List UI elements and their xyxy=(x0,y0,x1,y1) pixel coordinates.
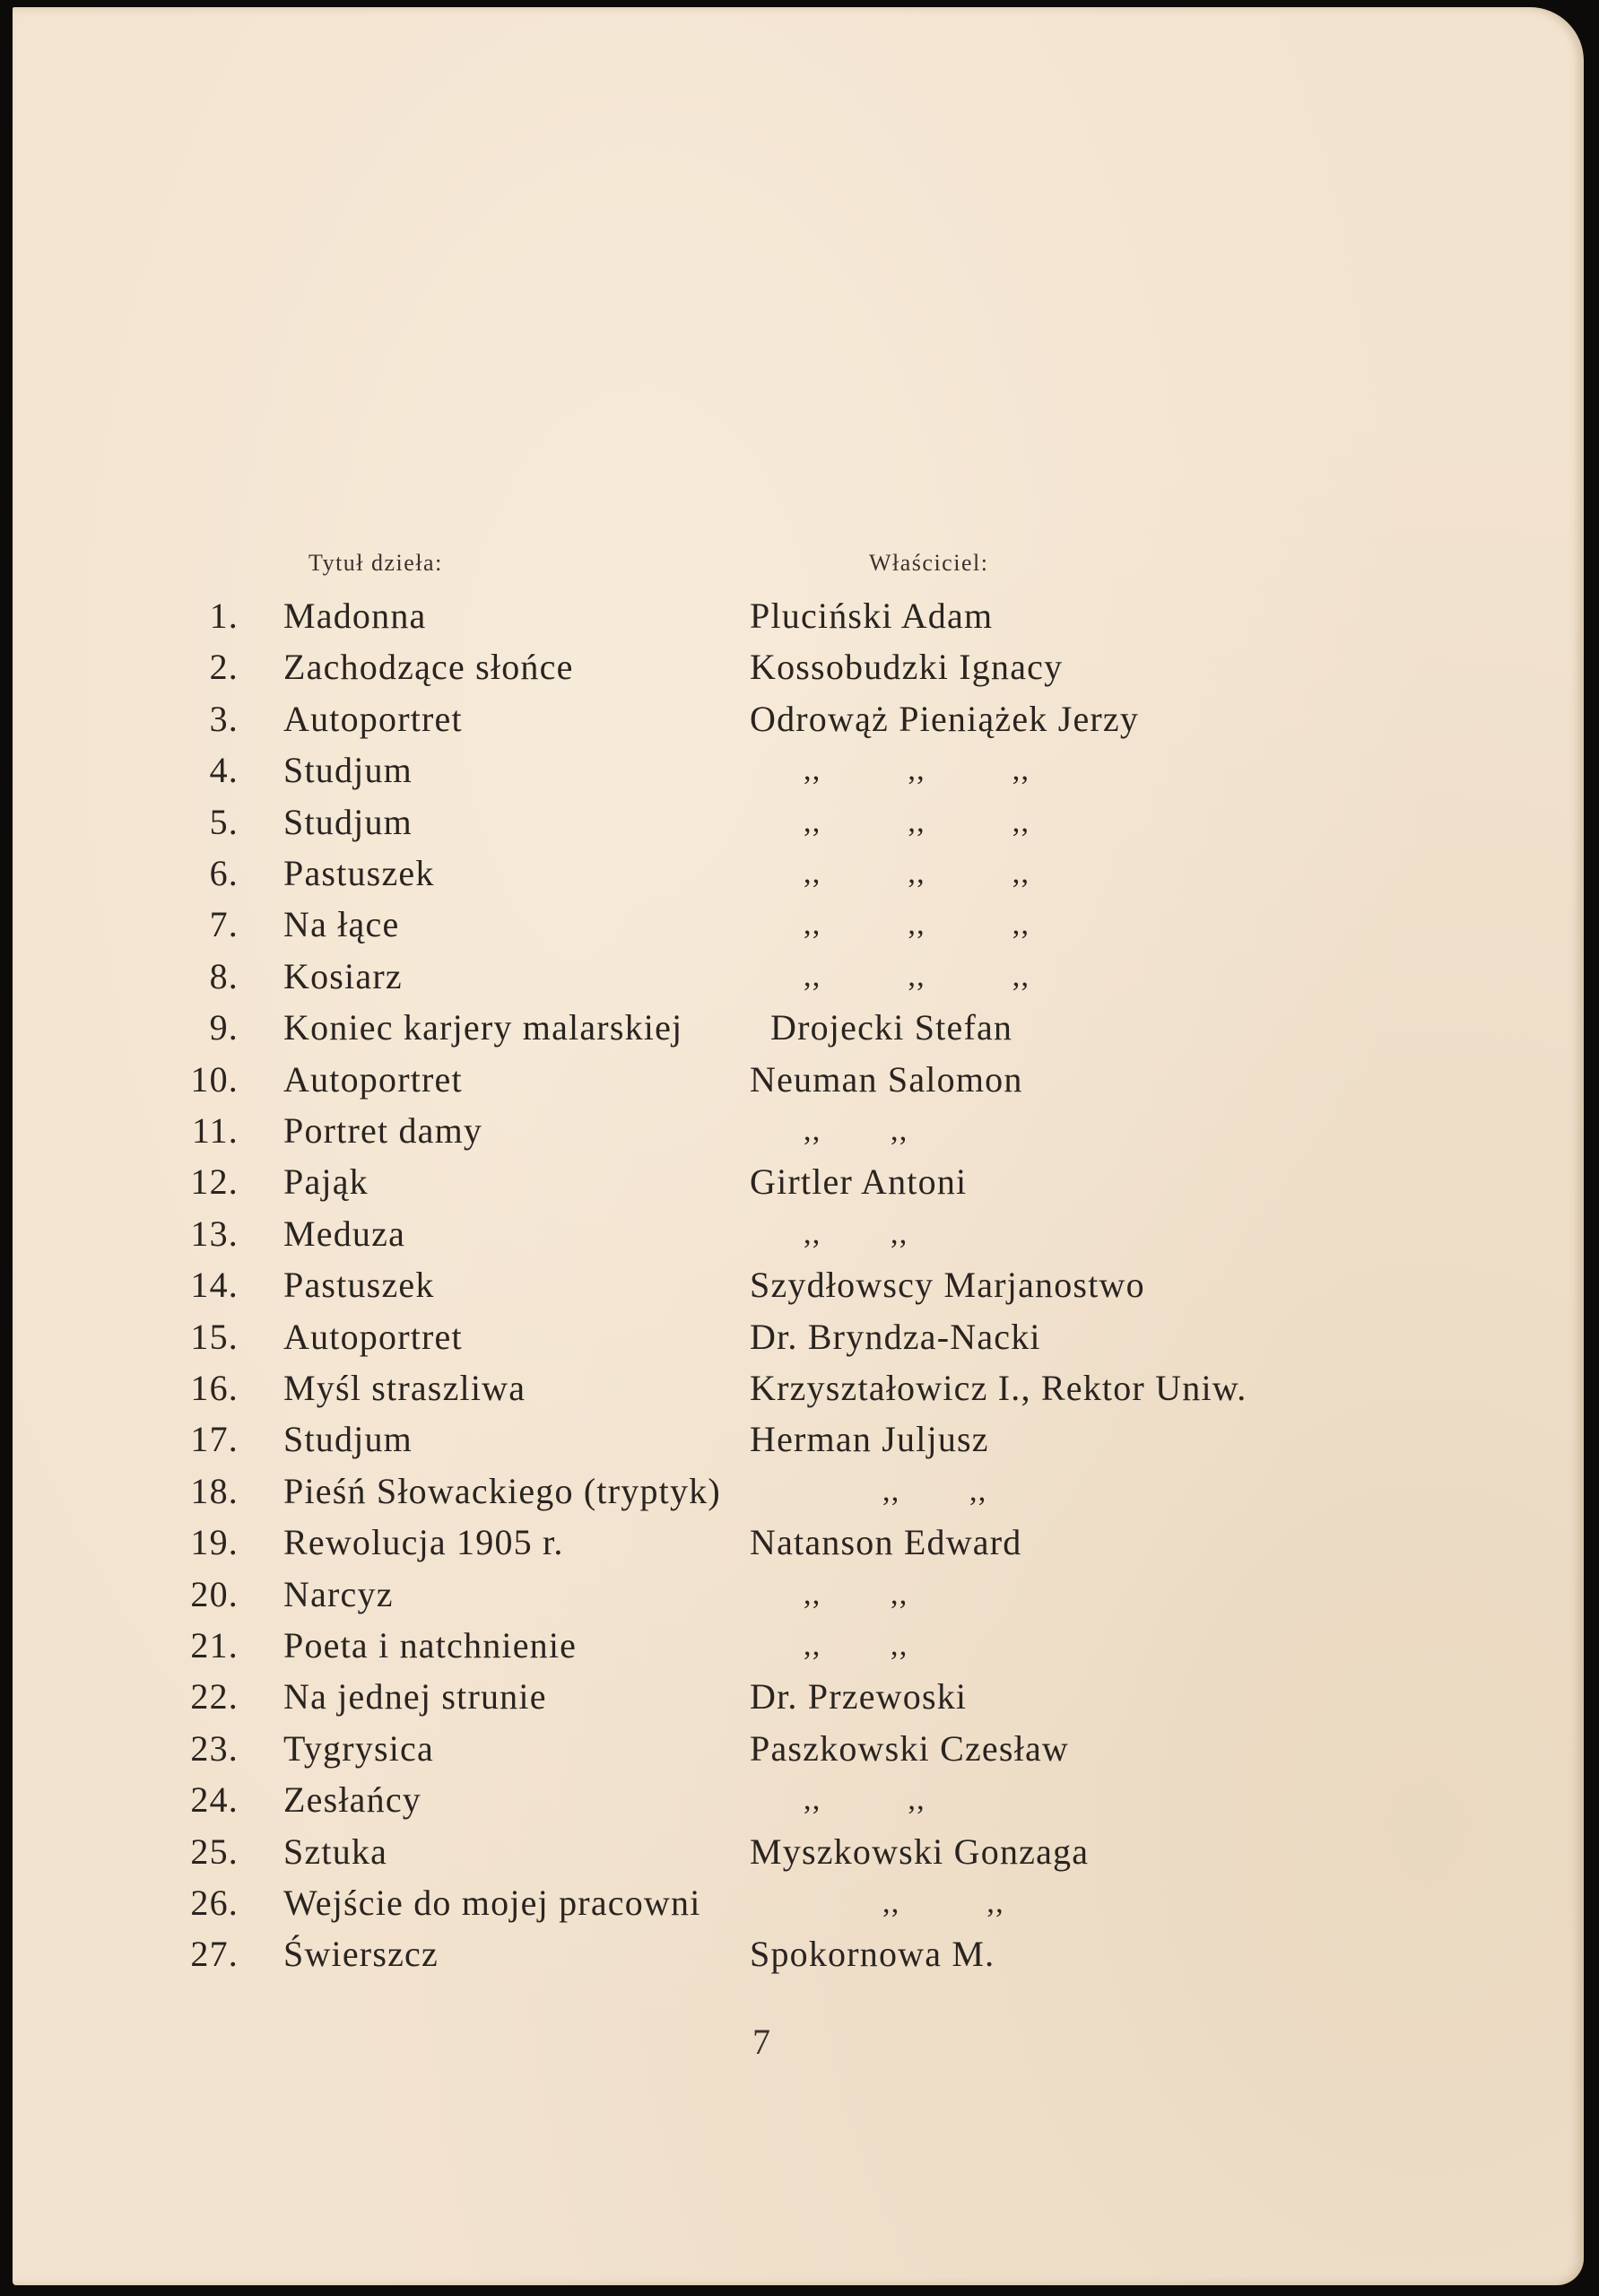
row-number: 12. xyxy=(190,1161,239,1203)
artwork-title: Meduza xyxy=(283,1213,406,1254)
artwork-owner: ,, ,, ,, xyxy=(804,753,1030,787)
row-number: 5. xyxy=(209,801,239,842)
catalog-row xyxy=(13,1671,1584,1722)
artwork-title: Pastuszek xyxy=(283,1265,435,1306)
artwork-title: Pająk xyxy=(283,1161,369,1203)
artwork-title: Myśl straszliwa xyxy=(283,1368,526,1408)
catalog-row xyxy=(13,1105,1584,1156)
artwork-owner: Spokornowa M. xyxy=(750,1934,995,1975)
catalog-row xyxy=(13,1877,1584,1928)
artwork-owner: ,, ,, xyxy=(804,1783,926,1817)
artwork-owner: Dr. Przewoski xyxy=(750,1676,968,1718)
catalog-row xyxy=(13,1517,1584,1568)
catalog-row xyxy=(13,1311,1584,1362)
artwork-owner: Paszkowski Czesław xyxy=(750,1727,1069,1769)
artwork-title: Rewolucja 1905 r. xyxy=(283,1522,564,1563)
row-number: 2. xyxy=(209,647,239,688)
row-number: 6. xyxy=(209,853,239,893)
column-header-owner: Właściciel: xyxy=(869,550,989,576)
artwork-owner: Herman Juljusz xyxy=(750,1419,989,1460)
catalog-row xyxy=(13,951,1584,1002)
artwork-owner: Odrowąż Pieniążek Jerzy xyxy=(750,698,1140,739)
artwork-title: Autoportret xyxy=(283,1058,463,1100)
row-number: 14. xyxy=(190,1265,239,1306)
catalog-row xyxy=(13,1002,1584,1053)
catalog-row xyxy=(13,899,1584,950)
artwork-title: Świerszcz xyxy=(283,1934,439,1975)
row-number: 19. xyxy=(190,1522,239,1563)
artwork-title: Wejście do mojej pracowni xyxy=(283,1883,701,1923)
artwork-title: Koniec karjery malarskiej xyxy=(283,1007,683,1048)
artwork-owner: Neuman Salomon xyxy=(750,1058,1023,1100)
row-number: 20. xyxy=(190,1573,239,1614)
artwork-owner: ,, ,, xyxy=(804,1114,908,1147)
artwork-title: Poeta i natchnienie xyxy=(283,1625,578,1665)
row-number: 8. xyxy=(209,955,239,996)
artwork-owner: ,, ,, xyxy=(804,1629,908,1662)
artwork-owner: Kossobudzki Ignacy xyxy=(750,647,1064,688)
catalog-row xyxy=(13,796,1584,848)
row-number: 3. xyxy=(209,698,239,739)
catalog-row xyxy=(13,1826,1584,1877)
artwork-owner: Szydłowscy Marjanostwo xyxy=(750,1265,1145,1306)
artwork-owner: Natanson Edward xyxy=(750,1522,1022,1563)
artwork-owner: ,, ,, ,, xyxy=(804,959,1030,993)
artwork-title: Pastuszek xyxy=(283,853,435,893)
artwork-title: Zachodzące słońce xyxy=(283,647,574,688)
artwork-owner: Girtler Antoni xyxy=(750,1161,968,1203)
catalog-row xyxy=(13,1208,1584,1259)
artwork-owner: ,, ,, ,, xyxy=(804,804,1030,839)
catalog-row xyxy=(13,1156,1584,1207)
artwork-title: Zesłańcy xyxy=(283,1779,421,1821)
artwork-owner: ,, ,, xyxy=(882,1886,1004,1919)
artwork-owner: Drojecki Stefan xyxy=(770,1007,1013,1048)
row-number: 17. xyxy=(190,1419,239,1460)
artwork-title: Autoportret xyxy=(283,698,463,739)
catalog-row xyxy=(13,590,1584,641)
row-number: 7. xyxy=(209,904,239,945)
row-number: 11. xyxy=(191,1110,239,1151)
artwork-owner: Myszkowski Gonzaga xyxy=(750,1831,1090,1872)
column-header-title: Tytuł dzieła: xyxy=(309,550,443,576)
catalog-row xyxy=(13,848,1584,899)
row-number: 23. xyxy=(190,1727,239,1769)
catalog-row xyxy=(13,1774,1584,1825)
artwork-owner: ,, ,, ,, xyxy=(804,908,1030,942)
catalog-row xyxy=(13,1362,1584,1413)
artwork-owner: Pluciński Adam xyxy=(750,596,994,636)
artwork-title: Pieśń Słowackiego (tryptyk) xyxy=(283,1470,721,1511)
artwork-title: Kosiarz xyxy=(283,955,403,996)
artwork-title: Studjum xyxy=(283,750,413,791)
catalog-row xyxy=(13,693,1584,744)
catalog-row xyxy=(13,744,1584,796)
row-number: 22. xyxy=(190,1676,239,1718)
catalog-row xyxy=(13,1723,1584,1774)
catalog-row xyxy=(13,1413,1584,1465)
row-number: 26. xyxy=(190,1883,239,1923)
artwork-title: Na łące xyxy=(283,904,400,945)
row-number: 21. xyxy=(190,1625,239,1665)
catalog-page xyxy=(13,7,1584,2285)
catalog-row xyxy=(13,1569,1584,1620)
artwork-title: Sztuka xyxy=(283,1831,388,1872)
catalog-row xyxy=(13,1054,1584,1105)
row-number: 9. xyxy=(209,1007,239,1048)
artwork-owner: ,, ,, xyxy=(804,1216,908,1250)
catalog-row xyxy=(13,1928,1584,1979)
artwork-title: Narcyz xyxy=(283,1573,394,1614)
row-number: 13. xyxy=(190,1213,239,1254)
row-number: 27. xyxy=(190,1934,239,1975)
row-number: 15. xyxy=(190,1316,239,1357)
artwork-title: Madonna xyxy=(283,596,427,636)
row-number: 4. xyxy=(209,750,239,791)
row-number: 25. xyxy=(190,1831,239,1872)
artwork-owner: Krzyształowicz I., Rektor Uniw. xyxy=(750,1368,1247,1408)
row-number: 24. xyxy=(190,1779,239,1821)
artwork-title: Portret damy xyxy=(283,1110,483,1151)
row-number: 10. xyxy=(190,1058,239,1100)
row-number: 16. xyxy=(190,1368,239,1408)
artwork-title: Na jednej strunie xyxy=(283,1676,547,1718)
catalog-row xyxy=(13,1620,1584,1671)
row-number: 18. xyxy=(190,1470,239,1511)
catalog-row xyxy=(13,1465,1584,1517)
artwork-owner: Dr. Bryndza-Nacki xyxy=(750,1316,1041,1357)
page-number: 7 xyxy=(752,2022,770,2062)
artwork-owner: ,, ,, xyxy=(882,1474,987,1508)
row-number: 1. xyxy=(209,596,239,636)
artwork-title: Studjum xyxy=(283,1419,413,1460)
catalog-row xyxy=(13,641,1584,692)
artwork-title: Autoportret xyxy=(283,1316,463,1357)
artwork-title: Tygrysica xyxy=(283,1727,434,1769)
artwork-owner: ,, ,, ,, xyxy=(804,857,1030,890)
catalog-row xyxy=(13,1259,1584,1310)
artwork-owner: ,, ,, xyxy=(804,1577,908,1611)
artwork-title: Studjum xyxy=(283,801,413,842)
